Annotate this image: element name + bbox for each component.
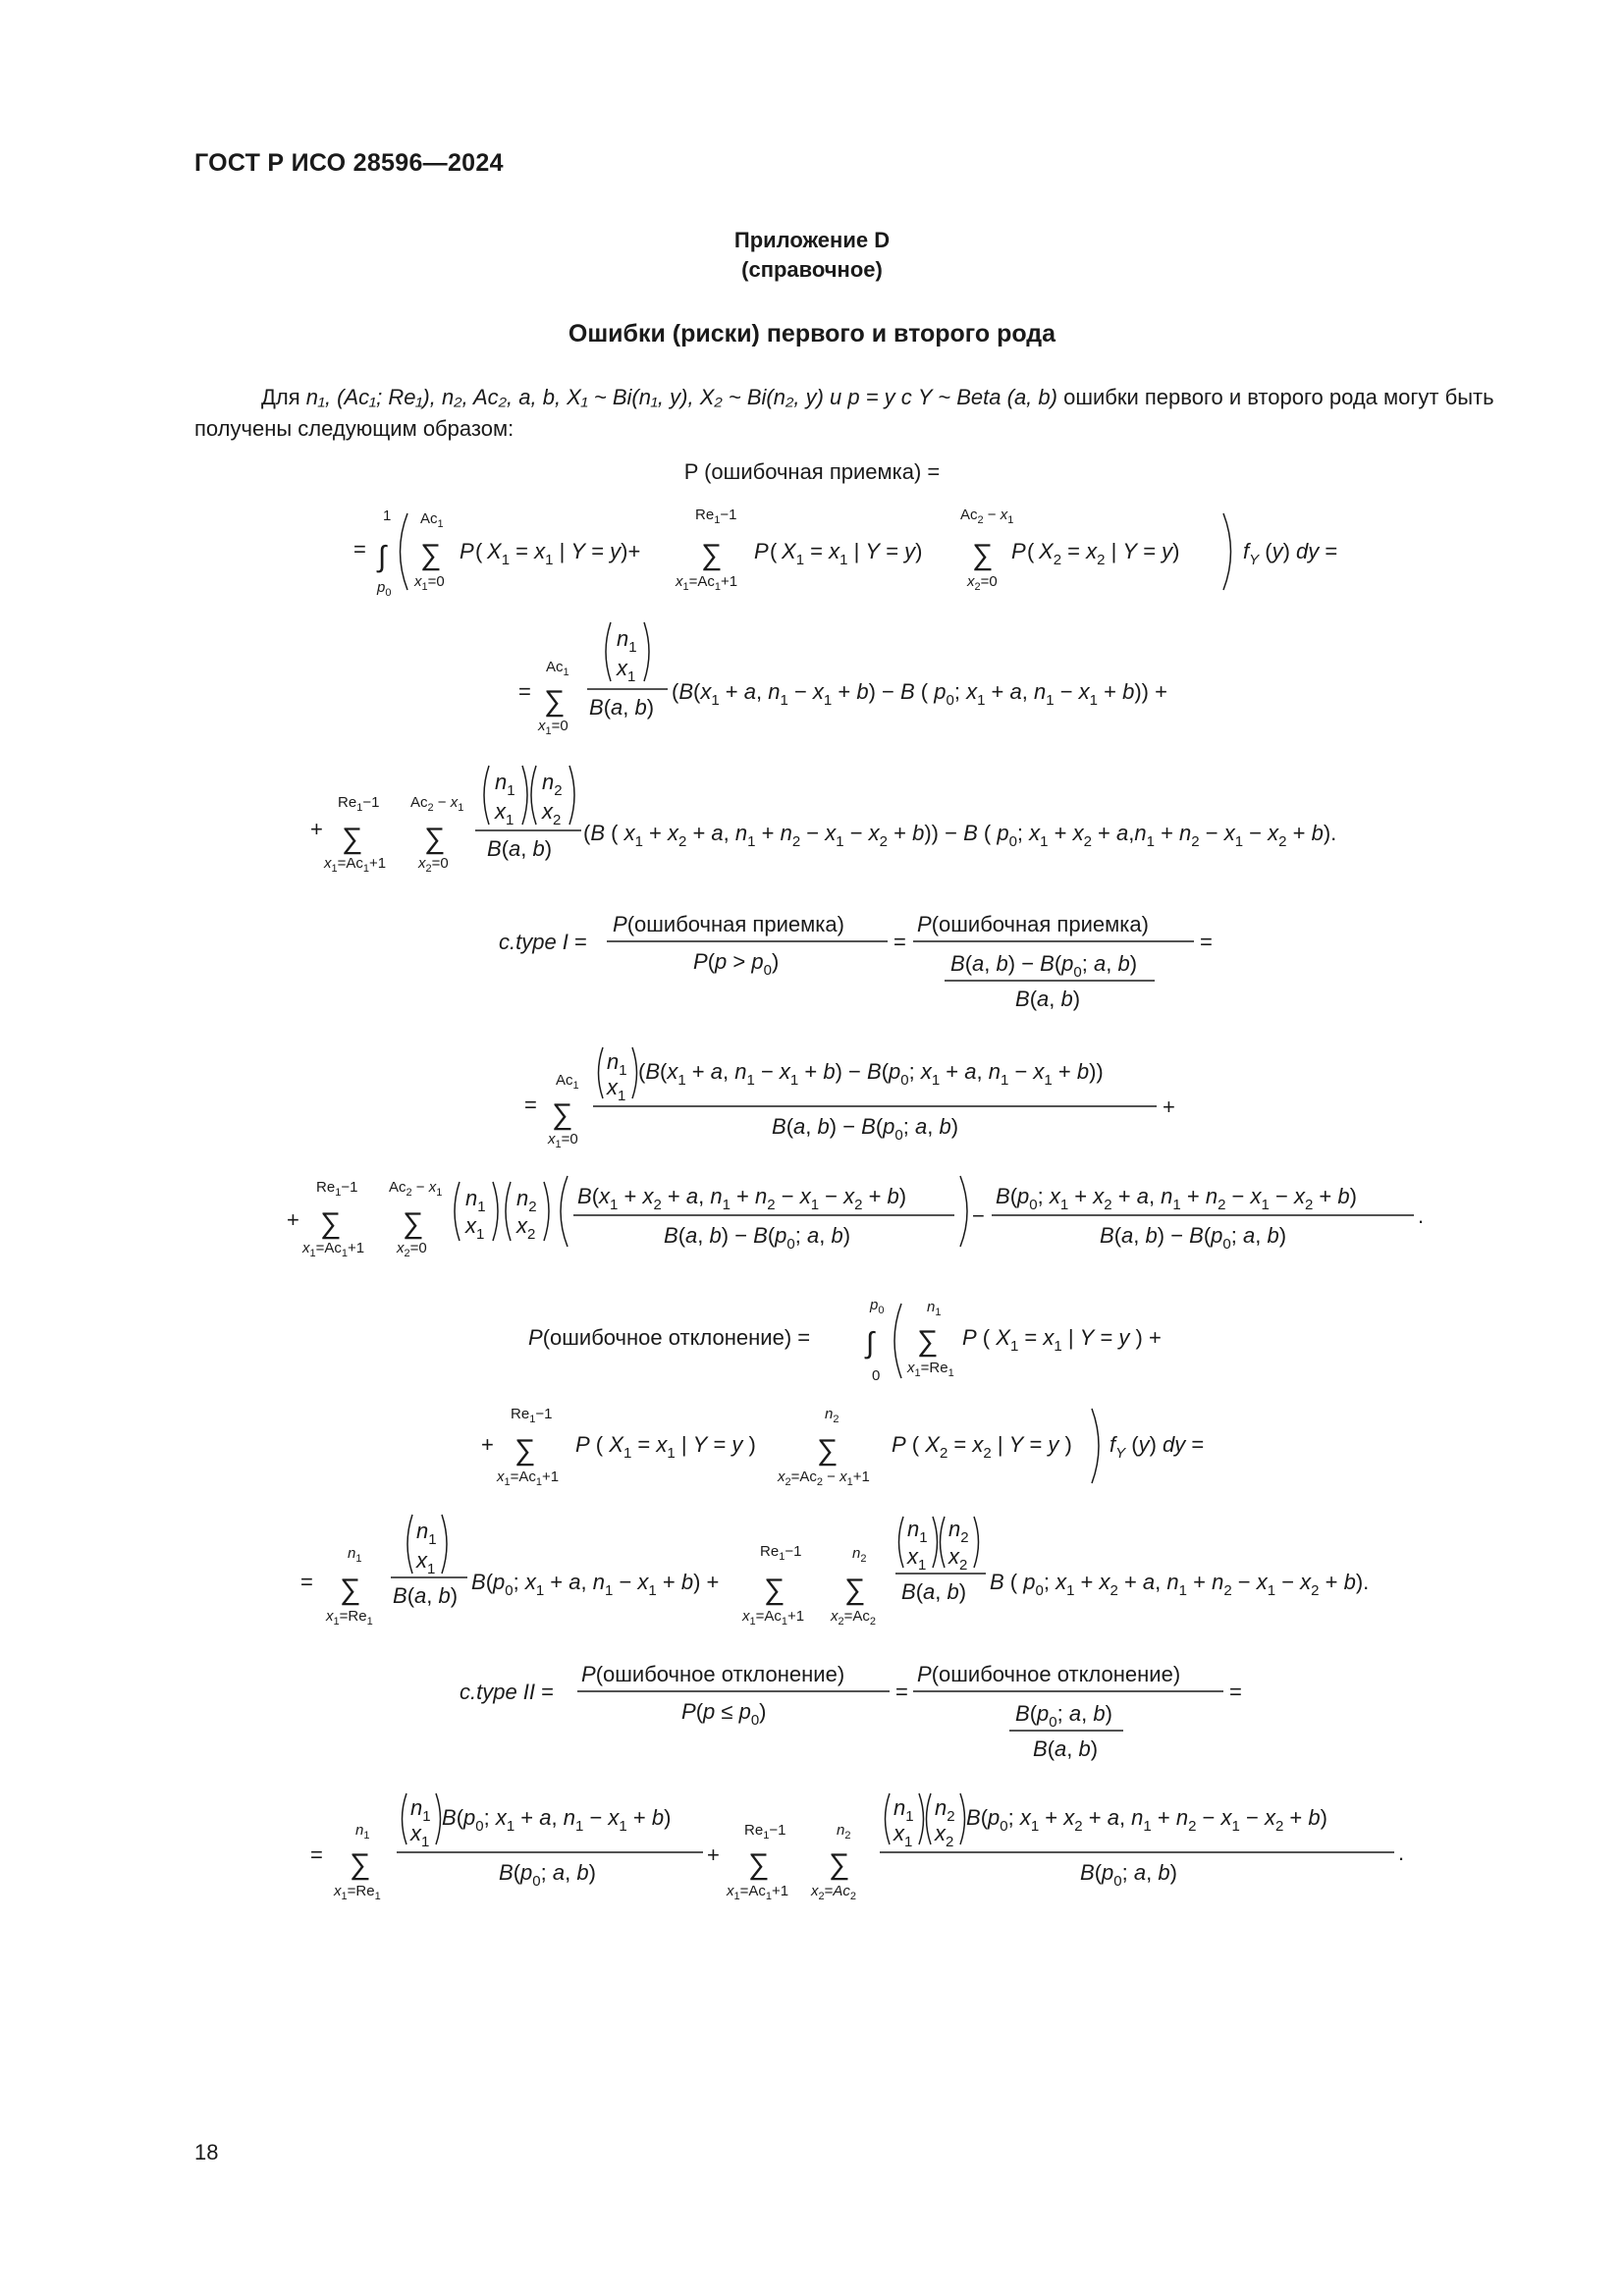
svg-text:+: + [481,1432,494,1457]
equation-type1-stage1 [0,1036,1624,1163]
svg-text:x1=Ac1+1: $x_1=Ac_1+1$ [497,1468,560,1488]
svg-text:∑: ∑ [972,539,994,571]
svg-text:X2 = x2 | Y = y): $X_2 = x_2$ | Y = y) [1039,539,1180,568]
svg-text:n1: $n_1$ [893,1795,914,1825]
svg-text:B(a, b) − B(p0; a, b): B(a, $b) - B(p_0$; a, b) [772,1114,959,1144]
svg-text:.: . [1398,1841,1405,1865]
svg-text:∫: ∫ [866,1327,875,1360]
svg-text:n1: $n_1$ [617,626,637,656]
svg-text:−: − [972,1203,985,1228]
svg-text:∑: ∑ [320,1207,342,1240]
svg-text:∫: ∫ [378,541,387,573]
svg-text:n2: $n_2$ [825,1406,839,1425]
svg-text:+: + [287,1207,299,1232]
svg-text:n1: $n_1$ [495,770,515,799]
svg-text:∑: ∑ [817,1434,839,1467]
svg-text:x2=Ac2: $x_2=Ac_2$ [811,1883,857,1902]
svg-text:x1=Re1: $x_1=Re_1$ [326,1608,373,1628]
svg-text:B(a, b) − B(p0; a, b): B(a, $b) - B(p_0$; a, b) [664,1223,851,1253]
svg-text:(B(x1 + a, n1 − x1 + b) − B(p0: ($B(x_1 + a$, $n_1 - x_1 + b) - B(p_0$; $x_1 + a$, $n_1 - x_1 + b$)) [638,1059,1104,1089]
svg-text:P(ошибочное отклонение): P(ошибочное отклонение) [917,1662,1181,1686]
svg-text:B(p0; a, b): $B(p_0$; a, b) [1015,1701,1112,1731]
svg-text:B(a, b): B(a, b) [1015,987,1081,1011]
svg-text:=: = [895,1680,908,1704]
svg-text:∑: ∑ [552,1098,573,1131]
svg-text:P ( X1 = x1 | Y = y ): P ( $X_1 = x_1$ | Y = y ) [575,1432,756,1462]
svg-text:B(a, b) − B(p0; a, b): B(a, $b) - B(p_0$; a, b) [950,951,1138,981]
svg-text:+: + [707,1842,720,1867]
svg-text:P: P [1011,539,1026,563]
svg-text:∑: ∑ [420,539,442,571]
svg-text:X1 = x1 | Y = y)+: $X_1 = x_1$ | Y = y)+ [487,539,641,568]
svg-text:B(a, b): B(a, b) [901,1579,967,1604]
svg-text:Re1−1: $Re_1-1$ [338,794,380,814]
svg-text:=: = [893,930,906,954]
svg-text:n1: $n_1$ [416,1519,437,1548]
svg-text:x1=Ac1+1: $x_1=Ac_1+1$ [676,573,738,593]
svg-text:n1: $n_1$ [348,1545,362,1565]
equation-type1-definition [0,898,1624,1026]
svg-text:n1: $n_1$ [465,1186,486,1215]
svg-text:B ( p0; x1 + x2 + a, n1 + n2 −: B ( $p_0$; $x_1 + x_2 + a$, $n_1 + n_2 - x_1 - x_2 + b$). [990,1570,1370,1599]
svg-text:(B(x1 + a, n1 − x1 + b) − B (: ($B(x_1 + a$, $n_1 - x_1 + b) - B$ ( $p_0$; $x_1 + a$, $n_1 - x_1 + b$)) + [672,679,1167,709]
appendix-label: Приложение D [733,228,891,252]
svg-text:0: 0 [872,1367,881,1384]
svg-text:=: = [353,537,366,561]
svg-text:Re1−1: $Re_1-1$ [744,1822,786,1842]
svg-text:x1: $x_1$ [410,1821,430,1850]
svg-text:∑: ∑ [350,1848,371,1881]
svg-text:.: . [1418,1203,1425,1228]
svg-text:x1: $x_1$ [607,1075,626,1104]
equation-false-reject-line2 [0,1399,1624,1497]
svg-text:Re1−1: $Re_1-1$ [760,1543,802,1563]
svg-text:x1: $x_1$ [465,1213,485,1243]
svg-text:n2: $n_2$ [935,1795,955,1825]
svg-text:x2=Ac2: $x_2=Ac_2$ [831,1608,877,1628]
svg-text:∑: ∑ [829,1848,850,1881]
svg-text:B(p0; x1 + a, n1 − x1 + b) +: $B(p_0$; $x_1 + a$, $n_1 - x_1 + b$) + [471,1570,720,1599]
equation-false-accept-stage1 [0,609,1624,746]
svg-text:P(p ≤ p0): $P(p \le p_0)$ [681,1699,767,1729]
svg-text:∑: ∑ [701,539,723,571]
svg-text:Ac1: $Ac_1$ [556,1072,579,1092]
section-title: Ошибки (риски) первого и второго рода [568,320,1056,347]
svg-text:P(ошибочное отклонение): P(ошибочное отклонение) [581,1662,845,1686]
svg-text:x1=Re1: $x_1=Re_1$ [334,1883,381,1902]
svg-text:P(ошибочная приемка): P(ошибочная приемка) [917,912,1149,936]
svg-text:B(p0; a, b): $B(p_0$; a, b) [1080,1860,1177,1890]
svg-text:B(p0; x1 + a, n1 − x1 + b): $B(p_0$; $x_1 + a$, $n_1 - x_1 + b$) [442,1805,672,1835]
equation-false-reject-line1 [0,1286,1624,1394]
svg-text:p0: $p_0$ [870,1297,885,1316]
svg-text:∑: ∑ [544,685,566,718]
svg-text:Re1−1: $Re_1-1$ [511,1406,553,1425]
svg-text:P ( X1 = x1 | Y = y ) +: P ( $X_1 = x_1$ | Y = y ) + [962,1325,1162,1355]
svg-text:P(ошибочная приемка): P(ошибочная приемка) [613,912,844,936]
false-reject-text: ошибочное отклонение [550,1325,785,1350]
appendix-type: (справочное) [741,257,883,282]
equation-false-accept-integral [0,496,1624,604]
svg-text:n1: $n_1$ [355,1822,370,1842]
svg-text:x1: $x_1$ [416,1548,436,1577]
svg-text:x2=0: $x_2=0$ [418,855,449,875]
svg-text:n2: $n_2$ [837,1822,851,1842]
svg-text:∑: ∑ [403,1207,424,1240]
svg-text:x1: $x_1$ [617,656,636,685]
svg-text:Ac1: $Ac_1$ [546,659,569,678]
svg-text:p0: $p_0$ [377,579,392,599]
svg-text:x1=Re1: $x_1=Re_1$ [907,1360,954,1379]
svg-text:n2: $n_2$ [516,1186,537,1215]
svg-text:(: ( [1027,539,1035,563]
svg-text:x2=Ac2 − x1+1: $x_2=Ac_2 - x_1+1$ [778,1468,870,1488]
svg-text:∑: ∑ [764,1574,785,1606]
svg-text:1: 1 [383,507,392,524]
svg-text:(: ( [475,539,483,563]
svg-text:B(a, b): B(a, b) [487,836,553,861]
svg-text:B(a, b): B(a, b) [1033,1736,1099,1761]
svg-text:P: P [754,539,769,563]
type1-label: c.type I [499,930,568,954]
svg-text:=: = [1200,930,1213,954]
svg-text:n1: $n_1$ [907,1517,928,1546]
intro-paragraph [194,382,1512,445]
svg-text:(: ( [770,539,778,563]
svg-text:(B ( x1 + x2 + a, n1 + n2 − x1: (B ( $x_1 + x_2 + a$, $n_1 + n_2 - x_1 - x_2 + b)) - B$ ( $p_0$; $x_1 + x_2 + a,n_1 + n_2 - x_1 - x_2 + b$). [583,821,1337,850]
svg-text:∑: ∑ [424,823,446,855]
svg-text:x2: $x_2$ [542,799,562,828]
svg-text:x1: $x_1$ [893,1821,913,1850]
equation-type1-stage2 [0,1168,1624,1286]
type2-num-text: ошибочное отклонение [603,1662,838,1686]
equation-type2-expanded [0,1782,1624,1909]
svg-text:x2=0: $x_2=0$ [397,1240,427,1259]
svg-text:n1: $n_1$ [410,1795,431,1825]
svg-text:n1: $n_1$ [927,1299,942,1318]
svg-text:x1=0: $x_1=0$ [548,1131,578,1150]
svg-text:x2: $x_2$ [948,1544,968,1574]
document-header: ГОСТ Р ИСО 28596—2024 [194,149,504,177]
svg-text:x1=Ac1+1: $x_1=Ac_1+1$ [727,1883,789,1902]
svg-text:x1=0: $x_1=0$ [414,573,445,593]
svg-text:Ac2 − x1: $Ac_2 - x_1$ [389,1179,443,1199]
svg-text:P: P [460,539,474,563]
svg-text:n2: $n_2$ [542,770,563,799]
svg-text:=: = [300,1570,313,1594]
type2-label: c.type II [460,1680,536,1704]
svg-text:+: + [1163,1095,1175,1119]
svg-text:x1: $x_1$ [907,1544,927,1574]
svg-text:∑: ∑ [748,1848,770,1881]
svg-text:Ac2 − x1: $Ac_2 - x_1$ [410,794,464,814]
svg-text:B(p0; x1 + x2 + a, n1 + n2 − x: $B(p_0$; $x_1 + x_2 + a$, $n_1 + n_2 - x_1 - x_2 + b$) [966,1805,1327,1835]
false-accept-label: P (ошибочная приемка) = [683,459,941,484]
svg-text:=: = [1229,1680,1242,1704]
page-number: 18 [194,2140,219,2164]
svg-text:x2=0: $x_2=0$ [967,573,998,593]
svg-text:B(p0; a, b): $B(p_0$; a, b) [499,1860,596,1890]
svg-text:∑: ∑ [514,1434,536,1467]
svg-text:B(a, b): B(a, b) [589,695,655,720]
svg-text:B(a, b) − B(p0; a, b): B(a, $b) - B(p_0$; a, b) [1100,1223,1287,1253]
svg-text:x2: $x_2$ [935,1821,954,1850]
svg-text:n2: $n_2$ [852,1545,867,1565]
intro-part2: ошибки первого и второго рода могут быть получены следующим образом: [194,385,1494,441]
svg-text:B(x1 + x2 + a, n1 + n2 − x1 −: $B(x_1 + x_2 + a$, $n_1 + n_2 - x_1 - x_2 + b$) [577,1184,907,1213]
svg-text:Ac2 − x1: $Ac_2 - x_1$ [960,507,1014,526]
svg-text:P(ошибочное отклонение) =: P(ошибочное отклонение) = [528,1325,811,1350]
svg-text:P(p > p0): $P(p > p_0)$ [693,949,780,979]
svg-text:=: = [310,1842,323,1867]
svg-text:Re1−1: $Re_1-1$ [316,1179,358,1199]
svg-text:∑: ∑ [917,1325,939,1358]
svg-text:X1 = x1 | Y = y): $X_1 = x_1$ | Y = y) [782,539,923,568]
svg-text:x1=Ac1+1: $x_1=Ac_1+1$ [302,1240,365,1259]
svg-text:∑: ∑ [844,1574,866,1606]
equation-false-reject-expanded [0,1507,1624,1634]
svg-text:∑: ∑ [340,1574,361,1606]
svg-text:fY (y) dy =: $f_Y$ (y) dy = [1110,1432,1205,1462]
svg-text:c.type I =: c.type I = [499,930,587,954]
svg-text:=: = [524,1093,537,1117]
equation-false-accept-stage2 [0,756,1624,893]
intro-variables: n₁, (Ac₁; Re₁), n₂, Ac₂, a, b, X₁ ~ Bi(n₁, y), X₂ ~ Bi(n₂, y) и p = y с Y ~ Beta (a, b) [305,385,1057,409]
svg-text:n1: $n_1$ [607,1049,627,1079]
svg-text:x1=0: $x_1=0$ [538,718,568,737]
intro-part1: Для [261,385,306,409]
svg-text:B(p0; x1 + x2 + a, n1 + n2 − x: $B(p_0$; $x_1 + x_2 + a$, $n_1 + n_2 - x_1 - x_2 + b$) [996,1184,1357,1213]
svg-text:=: = [518,679,531,704]
svg-text:Re1−1: $Re_1-1$ [695,507,737,526]
svg-text:c.type II =: c.type II = [460,1680,555,1704]
type1-num-text: ошибочная приемка [634,912,838,936]
svg-text:x1=Ac1+1: $x_1=Ac_1+1$ [742,1608,805,1628]
svg-text:Ac1: $Ac_1$ [420,510,444,530]
equation-type2-definition [0,1644,1624,1772]
type2-num-text-2: ошибочное отклонение [939,1662,1173,1686]
svg-text:x2: $x_2$ [516,1213,536,1243]
svg-text:+: + [310,817,323,841]
type1-num-text-2: ошибочная приемка [939,912,1142,936]
svg-text:P ( X2 = x2 | Y = y ): P ( $X_2 = x_2$ | Y = y ) [892,1432,1072,1462]
svg-text:x1: $x_1$ [495,799,514,828]
svg-text:n2: $n_2$ [948,1517,969,1546]
svg-text:fY (y) dy =: $f_Y$ (y) dy = [1243,539,1338,568]
svg-text:∑: ∑ [342,823,363,855]
svg-text:B(a, b): B(a, b) [393,1583,459,1608]
svg-text:x1=Ac1+1: $x_1=Ac_1+1$ [324,855,387,875]
